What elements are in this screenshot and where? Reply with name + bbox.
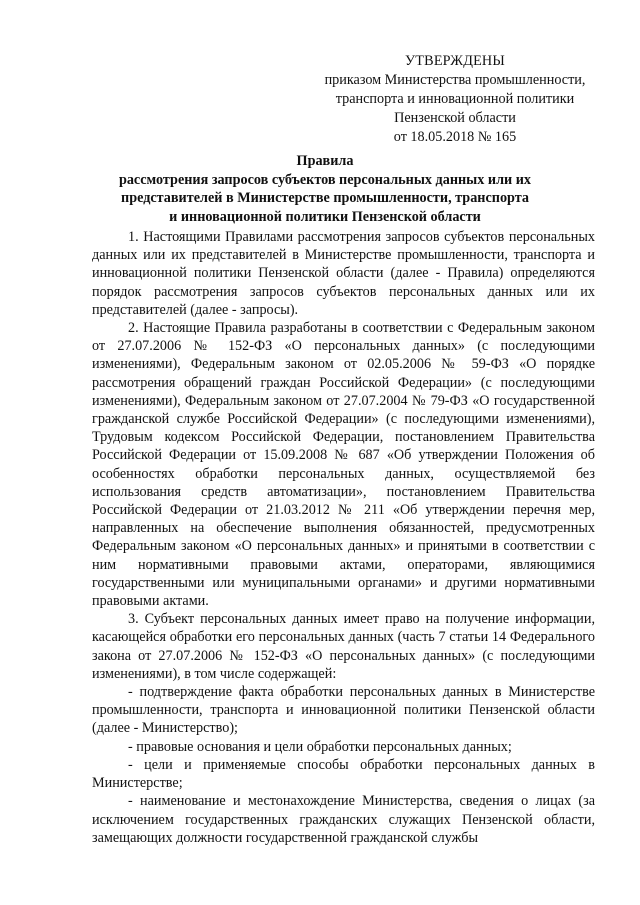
list-item: - наименование и местонахождение Министерства, сведения о лицах (за исключением государственных гражданских служащих Пензенской области, замещающих должности государственной гражданской службы [92, 793, 595, 846]
approval-block [300, 52, 610, 147]
title-line: рассмотрения запросов субъектов персональных данных или их [118, 171, 532, 188]
list-item: - подтверждение факта обработки персональных данных в Министерстве промышленности, транспорта и инновационной политики Пензенской области (далее - Министерство); [92, 684, 595, 737]
document-title [90, 152, 560, 226]
approval-heading: УТВЕРЖДЕНЫ [405, 53, 505, 69]
approval-line: транспорта и инновационной политики [335, 91, 575, 107]
list-item: - цели и применяемые способы обработки персональных данных в Министерстве; [92, 756, 595, 792]
list-item: - правовые основания и цели обработки персональных данных; [128, 738, 512, 755]
paragraph-1: 1. Настоящими Правилами рассмотрения запросов субъектов персональных данных или их представителей в Министерстве промышленности, транспорта и инновационной политики Пензенской области (далее - Правила) определяются порядок рассмотрения запросов субъектов персональных данных или их представителей (далее - запросы). [92, 229, 595, 318]
paragraph-2: 2. Настоящие Правила разработаны в соответствии с Федеральным законом от 27.07.2006 № 152-ФЗ «О персональных данных» (с последующими изменениями), Федеральным законом от 02.05.2006 № 59-ФЗ «О порядке рассмотрения обращений граждан Российской Федерации» (с последующими изменениями), Федеральным законом от 27.07.2004 № 79-ФЗ «О государственной гражданской службе Российской Федерации» (с последующими изменениями), Трудовым кодексом Российской Федерации, постановлением Правительства Российской Федерации от 15.09.2008 № 687 «Об утверждении Положения об особенностях обработки персональных данных, осуществляемой без использования средств автоматизации», постановлением Правительства Российской Федерации от 21.03.2012 № 211 «Об утверждении перечня мер, направленных на обеспечение выполнения обязанностей, предусмотренных Федеральным законом «О персональных данных» и принятыми в соответствии с ним нормативными правовыми актами, операторами, являющимися государственными или муниципальными органами» и другими нормативными правовыми актами. [92, 320, 595, 610]
approval-line: приказом Министерства промышленности, [324, 72, 586, 88]
title-line: представителей в Министерстве промышленности, транспорта [121, 190, 529, 207]
approval-line: Пензенской области [394, 110, 516, 126]
title-line: и инновационной политики Пензенской области [169, 208, 481, 225]
paragraph-3: 3. Субъект персональных данных имеет право на получение информации, касающейся обработки его персональных данных (часть 7 статьи 14 Федерального закона от 27.07.2006 № 152-ФЗ «О персональных данных» (с последующими изменениями), в том числе содержащей: [92, 611, 595, 682]
document-body [92, 228, 595, 847]
title-line: Правила [296, 153, 354, 169]
approval-line: от 18.05.2018 № 165 [393, 129, 517, 145]
